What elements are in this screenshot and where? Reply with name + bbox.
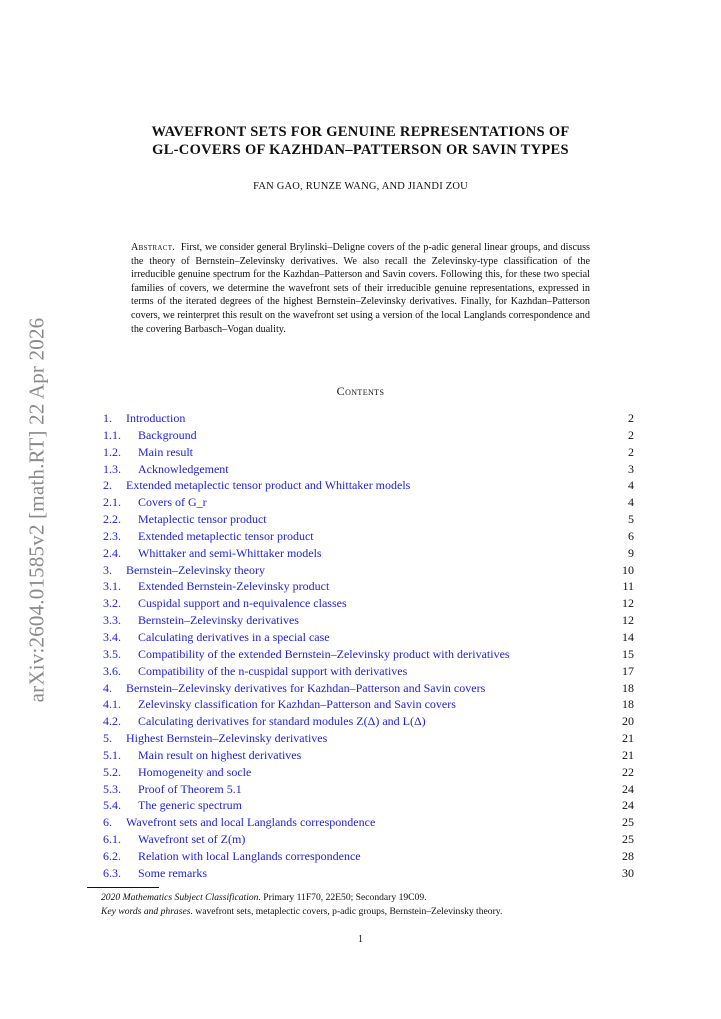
toc-entry[interactable] [103, 629, 634, 646]
toc-entry-number: 6.1. [103, 832, 121, 847]
toc-entry[interactable] [103, 865, 634, 882]
toc-entry-label: The generic spectrum [138, 798, 242, 813]
toc-entry[interactable] [103, 545, 634, 562]
toc-entry[interactable] [103, 477, 634, 494]
toc-entry-page: 17 [622, 663, 634, 678]
toc-entry-page: 4 [628, 478, 634, 493]
toc-entry[interactable] [103, 680, 634, 697]
toc-entry-page: 14 [622, 629, 634, 644]
toc-entry-page: 25 [622, 832, 634, 847]
toc-entry-label: Covers of G_r [138, 495, 207, 510]
toc-entry-link[interactable] [103, 612, 299, 629]
toc-entry-number: 3.1. [103, 579, 121, 594]
toc-entry[interactable] [103, 562, 634, 579]
toc-entry[interactable] [103, 831, 634, 848]
toc-entry-number: 5.3. [103, 781, 121, 796]
abstract [131, 241, 590, 336]
toc-entry-page: 4 [628, 495, 634, 510]
toc-entry-page: 6 [628, 528, 634, 543]
toc-entry-page: 9 [628, 545, 634, 560]
toc-entry-page: 18 [622, 680, 634, 695]
toc-entry-page: 25 [622, 815, 634, 830]
toc-entry-page: 21 [622, 747, 634, 762]
toc-entry-label: Metaplectic tensor product [138, 512, 267, 527]
toc-entry-page: 2 [628, 427, 634, 442]
toc-entry-link[interactable] [103, 865, 207, 882]
toc-entry-link[interactable] [103, 663, 407, 680]
toc-entry-label: Acknowledgement [138, 461, 229, 476]
toc-entry-number: 4.2. [103, 714, 121, 729]
toc-entry-link[interactable] [103, 477, 410, 494]
msc-footnote [87, 891, 632, 905]
toc-entry-number: 3.6. [103, 663, 121, 678]
author-list: FAN GAO, RUNZE WANG, AND JIANDI ZOU [253, 181, 468, 192]
toc-entry-number: 3.2. [103, 596, 121, 611]
toc-entry-number: 3.5. [103, 646, 121, 661]
toc-entry-page: 28 [622, 848, 634, 863]
toc-entry[interactable] [103, 797, 634, 814]
toc-entry-label: Zelevinsky classification for Kazhdan–Patterson and Savin covers [138, 697, 456, 712]
toc-entry-link[interactable] [103, 545, 322, 562]
toc-entry-link[interactable] [103, 444, 193, 461]
toc-entry[interactable] [103, 461, 634, 478]
abstract-text: First, we consider general Brylinski–Deligne covers of the p-adic general linear groups, and discuss the theory of Bernstein–Zelevinsky derivatives. We also recall the Zelevinsky-type classification of the irreducible genuine spectrum for the Kazhdan–Patterson and Savin covers. Following this, for these two special families of covers, we determine the wavefront sets of their irreducible genuine representations, expressed in terms of the iterated degrees of the highest Bernstein–Zelevinsky derivatives. Finally, for Kazhdan–Patterson covers, we reinterpret this result on the wavefront set using a version of the local Langlands correspondence and the covering Barbasch–Vogan duality. [131, 242, 590, 335]
toc-entry-label: Extended Bernstein-Zelevinsky product [138, 579, 330, 594]
toc-entry-label: Main result on highest derivatives [138, 747, 302, 762]
toc-entry-link[interactable] [103, 528, 314, 545]
toc-entry-link[interactable] [103, 831, 245, 848]
keywords-text: wavefront sets, metaplectic covers, p-adic groups, Bernstein–Zelevinsky theory. [195, 905, 503, 917]
toc-entry-label: Background [138, 427, 197, 442]
arxiv-stamp: arXiv:2604.01585v2 [math.RT] 22 Apr 2026 [24, 317, 49, 703]
toc-entry-link[interactable] [103, 781, 242, 798]
toc-entry[interactable] [103, 663, 634, 680]
toc-entry-link[interactable] [103, 511, 267, 528]
toc-entry-label: Bernstein–Zelevinsky theory [126, 562, 265, 577]
toc-entry-page: 15 [622, 646, 634, 661]
toc-entry-link[interactable] [103, 410, 185, 427]
toc-entry-label: Bernstein–Zelevinsky derivatives for Kazhdan–Patterson and Savin covers [126, 680, 486, 695]
toc-entry[interactable] [103, 494, 634, 511]
toc-entry-number: 2.3. [103, 528, 121, 543]
toc-entry-number: 4.1. [103, 697, 121, 712]
keywords-label: Key words and phrases. [101, 905, 193, 917]
toc-entry-page: 20 [622, 714, 634, 729]
toc-entry-link[interactable] [103, 595, 347, 612]
toc-entry-label: Calculating derivatives in a special case [138, 629, 330, 644]
toc-entry[interactable] [103, 612, 634, 629]
toc-entry-page: 10 [622, 562, 634, 577]
toc-entry[interactable] [103, 410, 634, 427]
toc-entry-link[interactable] [103, 494, 207, 511]
toc-entry[interactable] [103, 781, 634, 798]
toc-entry-page: 22 [622, 764, 634, 779]
toc-entry-label: Highest Bernstein–Zelevinsky derivatives [126, 731, 328, 746]
toc-entry-page: 12 [622, 613, 634, 628]
toc-entry-number: 1.1. [103, 427, 121, 442]
toc-entry-number: 4. [103, 680, 112, 695]
toc-entry-number: 2.2. [103, 512, 121, 527]
toc-entry[interactable] [103, 696, 634, 713]
toc-entry-number: 1.3. [103, 461, 121, 476]
toc-entry-number: 1.2. [103, 444, 121, 459]
toc-entry-link[interactable] [103, 562, 265, 579]
toc-entry-link[interactable] [103, 629, 330, 646]
contents-heading: Contents [336, 384, 385, 398]
toc-entry-link[interactable] [103, 713, 426, 730]
toc-entry[interactable] [103, 730, 634, 747]
toc-entry-page: 21 [622, 731, 634, 746]
toc-entry-number: 3.4. [103, 629, 121, 644]
toc-entry-label: Compatibility of the extended Bernstein–Zelevinsky product with derivatives [138, 646, 510, 661]
page-number: 1 [358, 934, 363, 945]
toc-entry[interactable] [103, 764, 634, 781]
toc-entry-link[interactable] [103, 848, 361, 865]
toc-entry-label: Some remarks [138, 865, 207, 880]
toc-entry-link[interactable] [103, 747, 301, 764]
toc-entry-link[interactable] [103, 730, 327, 747]
toc-entry-label: Calculating derivatives for standard modules Z(Δ) and L(Δ) [138, 714, 426, 729]
toc-entry-label: Extended metaplectic tensor product [138, 528, 314, 543]
toc-entry-number: 3. [103, 562, 112, 577]
keywords-footnote [87, 905, 632, 919]
table-of-contents [103, 410, 634, 882]
paper-title [0, 123, 721, 159]
abstract-heading: Abstract. [131, 242, 176, 253]
toc-entry-link[interactable] [103, 764, 251, 781]
toc-entry-label: Main result [138, 444, 193, 459]
toc-entry-page: 2 [628, 444, 634, 459]
toc-entry-page: 30 [622, 865, 634, 880]
toc-entry-page: 18 [622, 697, 634, 712]
toc-entry[interactable] [103, 713, 634, 730]
toc-entry-link[interactable] [103, 427, 197, 444]
toc-entry-number: 1. [103, 411, 112, 425]
toc-entry-label: Wavefront set of Z(m) [138, 832, 246, 847]
toc-entry-link[interactable] [103, 461, 229, 478]
toc-entry[interactable] [103, 427, 634, 444]
toc-entry-number: 2.1. [103, 495, 121, 510]
footnotes [87, 891, 632, 918]
toc-entry-label: Compatibility of the n-cuspidal support with derivatives [138, 663, 408, 678]
toc-entry[interactable] [103, 444, 634, 461]
toc-entry-number: 5.2. [103, 764, 121, 779]
toc-entry-link[interactable] [103, 646, 510, 663]
toc-entry-number: 2. [103, 478, 112, 493]
toc-entry-number: 6. [103, 815, 112, 830]
toc-entry-link[interactable] [103, 578, 329, 595]
toc-entry-page: 2 [628, 411, 634, 425]
toc-entry-label: Extended metaplectic tensor product and Whittaker models [126, 478, 411, 493]
toc-entry[interactable] [103, 595, 634, 612]
toc-entry-link[interactable] [103, 680, 485, 697]
toc-entry-page: 12 [622, 596, 634, 611]
toc-entry-label: Proof of Theorem 5.1 [138, 781, 242, 796]
toc-entry-link[interactable] [103, 797, 242, 814]
toc-entry[interactable] [103, 511, 634, 528]
toc-entry-number: 3.3. [103, 613, 121, 628]
toc-entry-number: 5.4. [103, 798, 121, 813]
toc-entry-page: 24 [622, 781, 634, 796]
toc-entry[interactable] [103, 814, 634, 831]
footnote-divider [87, 887, 159, 888]
toc-entry-label: Bernstein–Zelevinsky derivatives [138, 613, 299, 628]
toc-entry-number: 5.1. [103, 747, 121, 762]
toc-entry-link[interactable] [103, 696, 456, 713]
toc-entry-link[interactable] [103, 814, 375, 831]
toc-entry-page: 5 [628, 512, 634, 527]
toc-entry[interactable] [103, 747, 634, 764]
toc-entry-page: 11 [622, 579, 634, 594]
toc-entry[interactable] [103, 578, 634, 595]
toc-entry-label: Wavefront sets and local Langlands correspondence [126, 815, 376, 830]
toc-entry-number: 2.4. [103, 545, 121, 560]
toc-entry-number: 6.3. [103, 865, 121, 880]
title-line-1: WAVEFRONT SETS FOR GENUINE REPRESENTATIONS OF [151, 124, 570, 140]
msc-text: Primary 11F70, 22E50; Secondary 19C09. [263, 892, 427, 903]
toc-entry[interactable] [103, 848, 634, 865]
toc-entry-number: 5. [103, 731, 112, 746]
toc-entry-page: 3 [628, 461, 634, 476]
msc-label: 2020 Mathematics Subject Classification. [101, 892, 261, 903]
title-line-2: GL-COVERS OF KAZHDAN–PATTERSON OR SAVIN TYPES [152, 142, 569, 158]
toc-entry-label: Cuspidal support and n-equivalence classes [138, 596, 347, 611]
toc-entry-page: 24 [622, 798, 634, 813]
toc-entry[interactable] [103, 528, 634, 545]
toc-entry-label: Relation with local Langlands correspondence [138, 848, 361, 863]
toc-entry-label: Whittaker and semi-Whittaker models [138, 545, 322, 560]
toc-entry-label: Introduction [126, 411, 186, 425]
toc-entry-number: 6.2. [103, 848, 121, 863]
toc-entry[interactable] [103, 646, 634, 663]
toc-entry-label: Homogeneity and socle [138, 764, 252, 779]
